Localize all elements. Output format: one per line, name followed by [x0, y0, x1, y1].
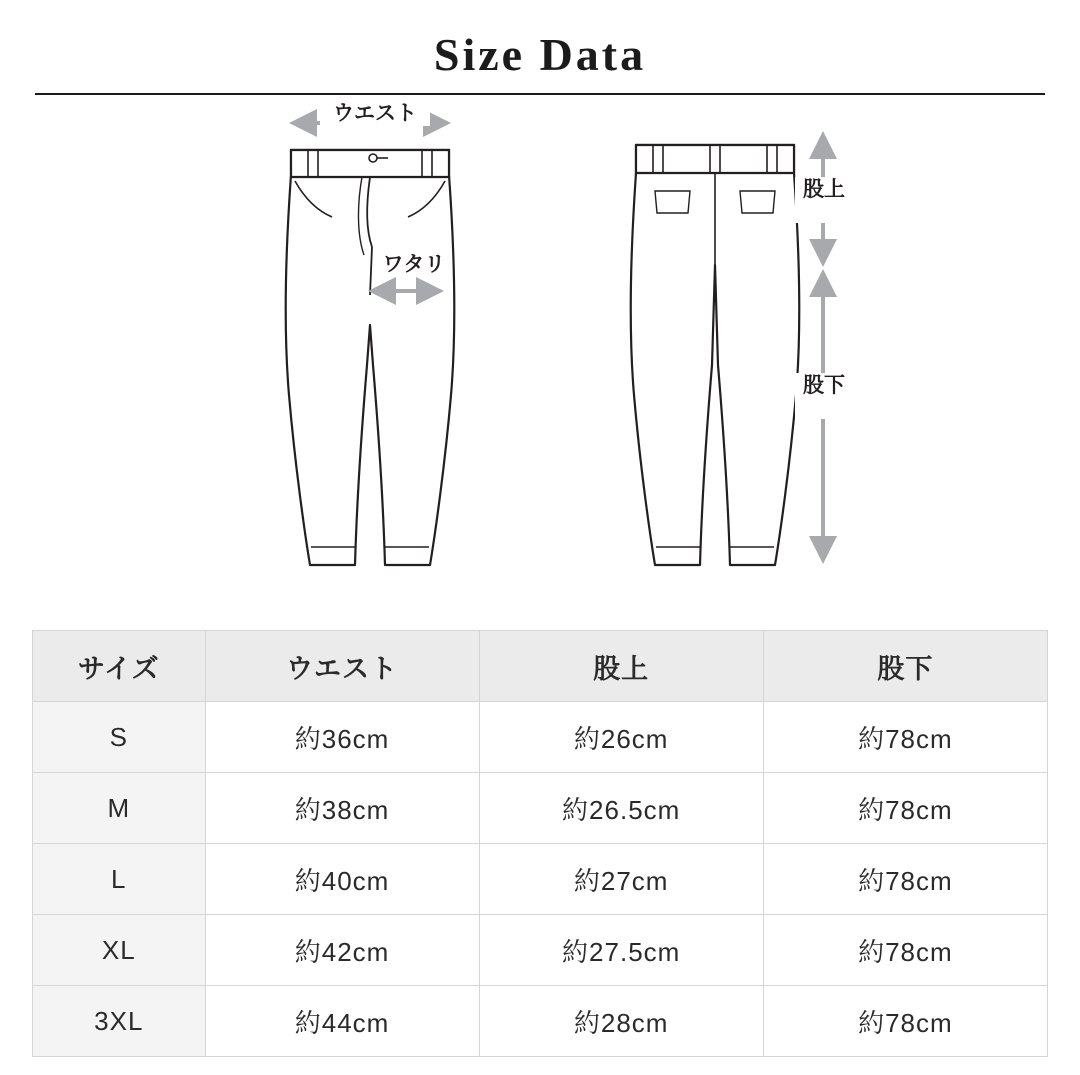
cell-waist: 約44cm [205, 986, 479, 1057]
cell-size: M [33, 773, 206, 844]
table-row [33, 773, 1048, 844]
column-header-rise: 股上 [479, 631, 763, 702]
size-table [32, 630, 1048, 1057]
cell-waist: 約38cm [205, 773, 479, 844]
cell-waist: 約42cm [205, 915, 479, 986]
page-title: Size Data [433, 29, 647, 80]
cell-rise: 約28cm [479, 986, 763, 1057]
table-header-row [33, 631, 1048, 702]
page-title-block [0, 0, 1080, 95]
cell-inseam: 約78cm [763, 702, 1047, 773]
cell-waist: 約36cm [205, 702, 479, 773]
table-row [33, 844, 1048, 915]
cell-size: XL [33, 915, 206, 986]
cell-rise: 約26.5cm [479, 773, 763, 844]
cell-waist: 約40cm [205, 844, 479, 915]
cell-size: S [33, 702, 206, 773]
table-row [33, 915, 1048, 986]
cell-size: 3XL [33, 986, 206, 1057]
cell-rise: 約26cm [479, 702, 763, 773]
table-row [33, 986, 1048, 1057]
pants-front-illustration [286, 100, 455, 565]
cell-inseam: 約78cm [763, 915, 1047, 986]
inseam-label: 股下 [803, 373, 845, 397]
cell-inseam: 約78cm [763, 844, 1047, 915]
column-header-size: サイズ [33, 631, 206, 702]
size-diagram [0, 95, 1080, 585]
cell-inseam: 約78cm [763, 986, 1047, 1057]
cell-rise: 約27cm [479, 844, 763, 915]
rise-label: 股上 [803, 177, 845, 201]
cell-inseam: 約78cm [763, 773, 1047, 844]
column-header-inseam: 股下 [763, 631, 1047, 702]
table-row [33, 702, 1048, 773]
waist-label: ウエスト [333, 101, 417, 125]
pants-back-illustration [631, 135, 853, 565]
watari-label: ワタリ [382, 252, 446, 276]
size-table-container [32, 630, 1048, 1057]
cell-size: L [33, 844, 206, 915]
column-header-waist: ウエスト [205, 631, 479, 702]
cell-rise: 約27.5cm [479, 915, 763, 986]
